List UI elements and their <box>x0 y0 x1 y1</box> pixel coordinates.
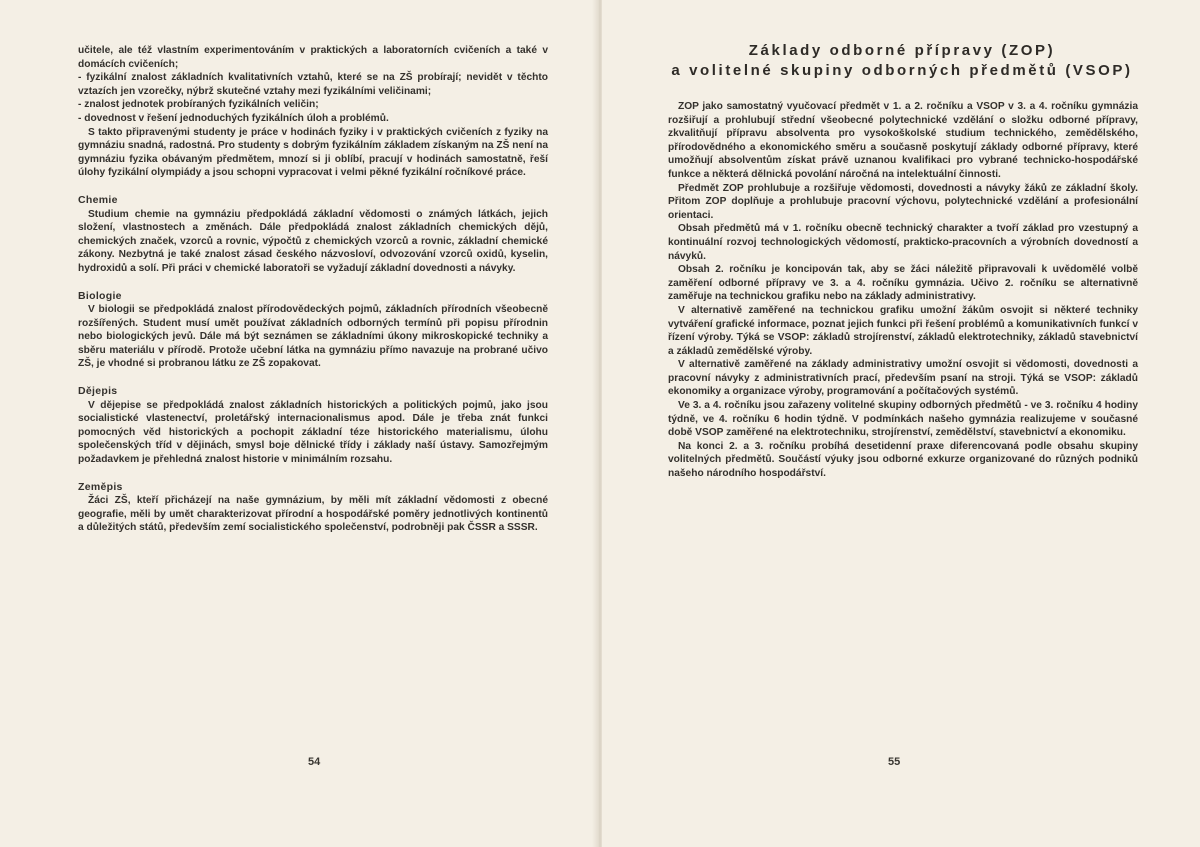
section-heading-zemepis: Zeměpis <box>78 480 123 493</box>
paragraph: Obsah 2. ročníku je koncipován tak, aby se žáci náležitě připravovali k uvědomělé volbě zaměření odborné přípravy ve 3. a 4. ročníku gymnázia. Učivo 2. ročníku se alternativně zaměřuje na technickou grafiku nebo na základy administrativy. <box>668 264 1138 303</box>
paragraph: Obsah předmětů má v 1. ročníku obecně technický charakter a tvoří základ pro vzestupný a kontinuální rozvoj technologických vědomostí, prakticko-pracovních a výrobních dovedností a návyků. <box>668 223 1138 262</box>
paragraph: Na konci 2. a 3. ročníku probíhá desetidenní praxe diferencovaná podle obsahu skupiny volitelných předmětů. Součástí výuky jsou odborné exkurze organizované do různých podniků našeho národního hospodářství. <box>668 440 1138 480</box>
paragraph: S takto připravenými studenty je práce v hodinách fyziky i v praktických cvičeních z fyziky na gymnáziu snadná, radostná. Pro studenty s dobrým fyzikálním základem získaným na ZŠ není na gymnáziu fyzika obávaným předmětem, mnozí si ji oblíbí, pracují v hodinách samostatně, řeší úlohy fyzikální olympiády a jsou schopni vypracovat i velmi pěkné fyzikální ročníkové práce. <box>78 126 548 179</box>
list-item: - dovednost v řešení jednoduchých fyzikálních úloh a problémů. <box>78 112 389 124</box>
page-number: 55 <box>888 756 901 768</box>
list-item: - znalost jednotek probíraných fyzikálních veličin; <box>78 99 319 111</box>
section-heading-dejepis: Dějepis <box>78 385 118 398</box>
list-item: - fyzikální znalost základních kvalitativních vztahů, které se na ZŠ probírají; nevidět v těchto vztazích jen vzorečky, nýbrž skutečné vztahy mezi fyzikálními veličinami; <box>78 72 548 97</box>
section-heading-chemie: Chemie <box>78 193 118 206</box>
left-text-column <box>78 44 548 535</box>
right-page <box>602 0 1200 847</box>
page-title: Základy odborné přípravy (ZOP) <box>748 42 1056 59</box>
paragraph: V alternativě zaměřené na základy administrativy umožní osvojit si vědomosti, dovednosti a pracovní návyky z administrativních prací, především psaní na stroji. Týká se VSOP: základů ekonomiky a organizace výroby, programování a počítačových systémů. <box>668 359 1138 398</box>
page-number: 54 <box>308 756 321 768</box>
right-text-column <box>668 100 1138 481</box>
paragraph: učitele, ale též vlastním experimentováním v praktických a laboratorních cvičeních a také v domácích cvičeních; <box>78 45 548 70</box>
section-text-biologie: V biologii se předpokládá znalost přírodovědeckých pojmů, základních přírodních všeobecně rozšířených. Student musí umět používat základních odborných termínů při popisu přírodnin nebo biologických jevů. Dále má být seznámen se základními úkony mikroskopické techniky a sběru materiálu v přírodě. Protože učební látka na gymnáziu přímo navazuje na probrané učivo ZŠ, je vhodné si probranou látku ze ZŠ zopakovat. <box>78 304 548 370</box>
section-text-zemepis: Žáci ZŠ, kteří přicházejí na naše gymnázium, by měli mít základní vědomosti z obecné geografie, měli by umět charakterizovat přírodní a hospodářské poměry jednotlivých kontinentů a důležitých států, především zemí socialistického společenství, podrobněji pak ČSSR a SSSR. <box>78 495 548 534</box>
left-page <box>0 0 598 847</box>
paragraph: Předmět ZOP prohlubuje a rozšiřuje vědomosti, dovednosti a návyky žáků ze základní školy. Přitom ZOP doplňuje a prohlubuje pracovní výchovu, polytechnické vzdělání a profesionální orientaci. <box>668 182 1138 221</box>
page-subtitle: a volitelné skupiny odborných předmětů (VSOP) <box>671 62 1133 79</box>
paragraph: ZOP jako samostatný vyučovací předmět v 1. a 2. ročníku a VSOP v 3. a 4. ročníku gymnázia rozšiřují a prohlubují střední všeobecné polytechnické vzdělání o složku odborné přípravy, zkvalitňují přípravu absolventa pro vysokoškolské studium technického, zemědělského, přírodovědného a ekonomického směru a současně poskytují základy odborné přípravy, které umožňují absolventům získat právě uznanou kvalifikaci pro vybrané technicko-hospodářské funkce a některá dělnická povolání náročná na intelektuální činnosti. <box>668 101 1138 180</box>
section-heading-biologie: Biologie <box>78 289 122 302</box>
section-text-chemie: Studium chemie na gymnáziu předpokládá základní vědomosti o známých látkách, jejich složení, vlastnostech a změnách. Dále předpokládá znalost základních chemických dějů, chemických značek, vzorců a rovnic, výpočtů z chemických vzorců a rovnic, základní chemické zákony. Nezbytná je také znalost zásad českého názvosloví, odvozování vzorců oxidů, kyselin, hydroxidů a solí. Při práci v chemické laboratoři se vyžadují základní dovednosti a návyky. <box>78 208 548 274</box>
paragraph: V alternativě zaměřené na technickou grafiku umožní žákům osvojit si některé techniky vytváření grafické informace, poznat jejich funkci při řešení problémů a komunikativních funkcí v řízení výroby. Týká se VSOP: základů strojírenství, základů elektrotechniky, základů stavebnictví a základů zemědělské výroby. <box>668 304 1138 357</box>
section-text-dejepis: V dějepise se předpokládá znalost základních historických a politických pojmů, jako jsou socialistické vlastenectví, proletářský internacionalismus apod. Dále je třeba znát funkci pomocných věd historických a pochopit základní téze historického materialismu, úlohu společenských tříd v dějinách, smysl boje dělnické třídy i základy naší ústavy. Samozřejmým požadavkem je přehledná znalost historie v minimálním rozsahu. <box>78 399 548 466</box>
paragraph: Ve 3. a 4. ročníku jsou zařazeny volitelné skupiny odborných předmětů - ve 3. ročníku 4 hodiny týdně, ve 4. ročníku 6 hodin týdně. V podmínkách našeho gymnázia realizujeme v současné době VSOP zaměřené na elektrotechniku, strojírenství, zemědělství, stavebnictví a ekonomiku. <box>668 400 1138 439</box>
